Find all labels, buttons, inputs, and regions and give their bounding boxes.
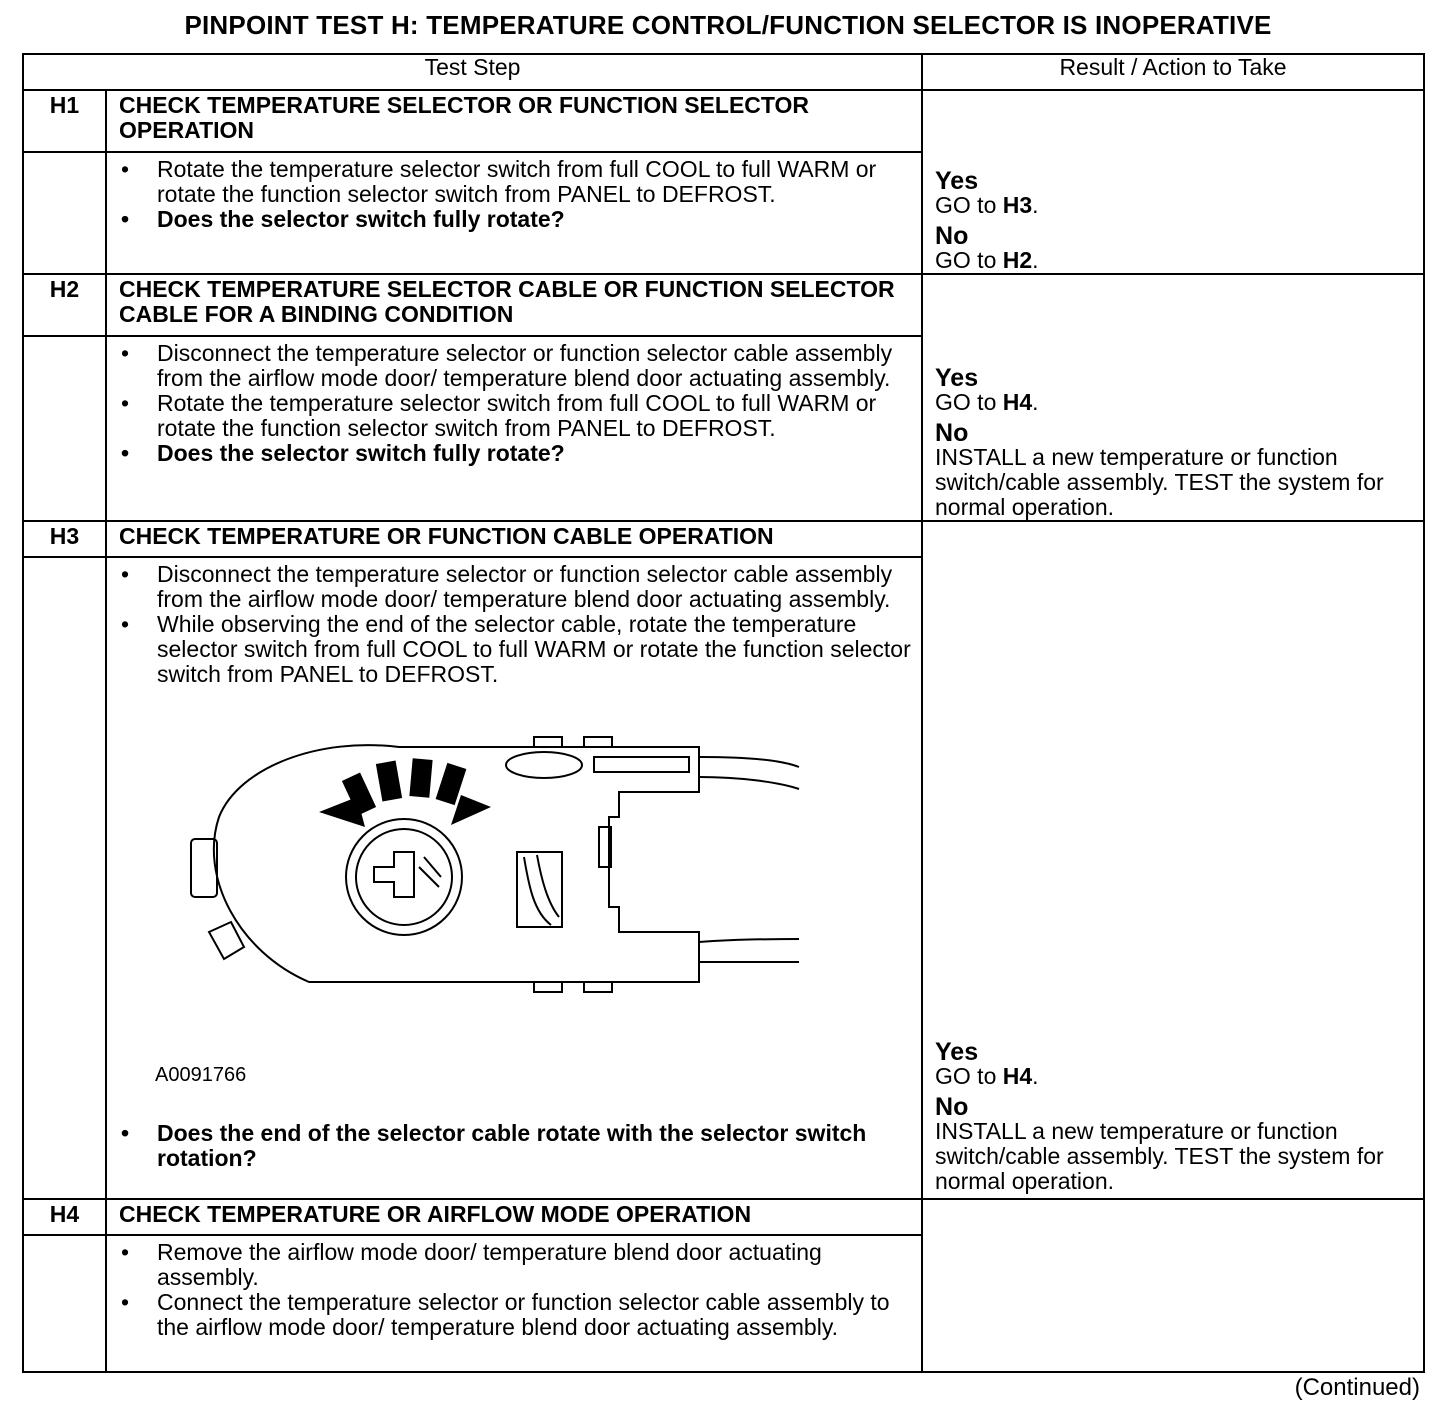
result-h1: [922, 90, 1424, 274]
result-h4: [922, 1199, 1424, 1372]
goto-h3-link[interactable]: H3: [1002, 192, 1033, 218]
pinpoint-test-table: [22, 53, 1425, 1373]
result-h3: [922, 521, 1424, 1199]
bullet-item: • Rotate the temperature selector switch from full COOL to full WARM or rotate the function selector switch from PANEL to DEFROST.: [119, 391, 913, 441]
bullet-item: • Disconnect the temperature selector or function selector cable assembly from the airflow mode door/ temperature blend door actuating assembly.: [119, 562, 913, 612]
yes-label: Yes: [935, 364, 979, 392]
step-id-h3: H3: [23, 521, 106, 557]
step-heading-h4: CHECK TEMPERATURE OR AIRFLOW MODE OPERATION: [106, 1199, 922, 1235]
yes-action: GO to H4.: [935, 1063, 1039, 1089]
selector-switch-illustration: [179, 727, 819, 1027]
bullet-item: • Connect the temperature selector or function selector cable assembly to the airflow mode door/ temperature blend door actuating assembly.: [119, 1290, 913, 1340]
no-label: No: [935, 419, 969, 447]
step-heading-h2: CHECK TEMPERATURE SELECTOR CABLE OR FUNCTION SELECTOR CABLE FOR A BINDING CONDITION: [106, 274, 922, 336]
yes-label: Yes: [935, 167, 979, 195]
figure-code: A0091766: [155, 1064, 247, 1086]
yes-action: GO to H4.: [935, 389, 1039, 415]
bullet-question: • Does the selector switch fully rotate?: [119, 207, 913, 232]
goto-h2-link[interactable]: H2: [1002, 247, 1033, 273]
page-title: PINPOINT TEST H: TEMPERATURE CONTROL/FUNCTION SELECTOR IS INOPERATIVE: [184, 10, 1272, 40]
goto-h4-link[interactable]: H4: [1002, 389, 1033, 415]
bullet-item: • Remove the airflow mode door/ temperature blend door actuating assembly.: [119, 1240, 913, 1290]
bullet-item: • Disconnect the temperature selector or function selector cable assembly from the airflow mode door/ temperature blend door actuating assembly.: [119, 341, 913, 391]
yes-action: GO to H3.: [935, 192, 1039, 218]
bullet-item: • Rotate the temperature selector switch from full COOL to full WARM or rotate the function selector switch from PANEL to DEFROST.: [119, 157, 913, 207]
step-body-h2: [106, 336, 922, 521]
no-action: INSTALL a new temperature or function switch/cable assembly. TEST the system for normal operation.: [935, 1118, 1384, 1194]
bullet-question: • Does the selector switch fully rotate?: [119, 441, 913, 466]
header-result-action: Result / Action to Take: [922, 54, 1424, 90]
step-id-h2: H2: [23, 274, 106, 336]
step-id-h4: H4: [23, 1199, 106, 1235]
yes-label: Yes: [935, 1038, 979, 1066]
no-label: No: [935, 1093, 969, 1121]
result-h2: [922, 274, 1424, 521]
no-label: No: [935, 222, 969, 250]
header-test-step: Test Step: [23, 54, 922, 90]
step-body-h4: [106, 1235, 922, 1372]
no-action: GO to H2.: [935, 247, 1039, 273]
goto-h4-link[interactable]: H4: [1002, 1063, 1033, 1089]
no-action: INSTALL a new temperature or function switch/cable assembly. TEST the system for normal operation.: [935, 444, 1384, 520]
selector-switch-figure: [119, 687, 913, 1117]
bullet-item: • While observing the end of the selector cable, rotate the temperature selector switch from full COOL to full WARM or rotate the function selector switch from PANEL to DEFROST.: [119, 612, 913, 687]
step-body-h3: [106, 557, 922, 1199]
step-body-h1: [106, 152, 922, 274]
bullet-question: • Does the end of the selector cable rotate with the selector switch rotation?: [119, 1121, 913, 1171]
step-heading-h1: CHECK TEMPERATURE SELECTOR OR FUNCTION SELECTOR OPERATION: [106, 90, 922, 152]
continued-note: (Continued): [1294, 1374, 1420, 1401]
step-id-h1: H1: [23, 90, 106, 152]
step-heading-h3: CHECK TEMPERATURE OR FUNCTION CABLE OPERATION: [106, 521, 922, 557]
